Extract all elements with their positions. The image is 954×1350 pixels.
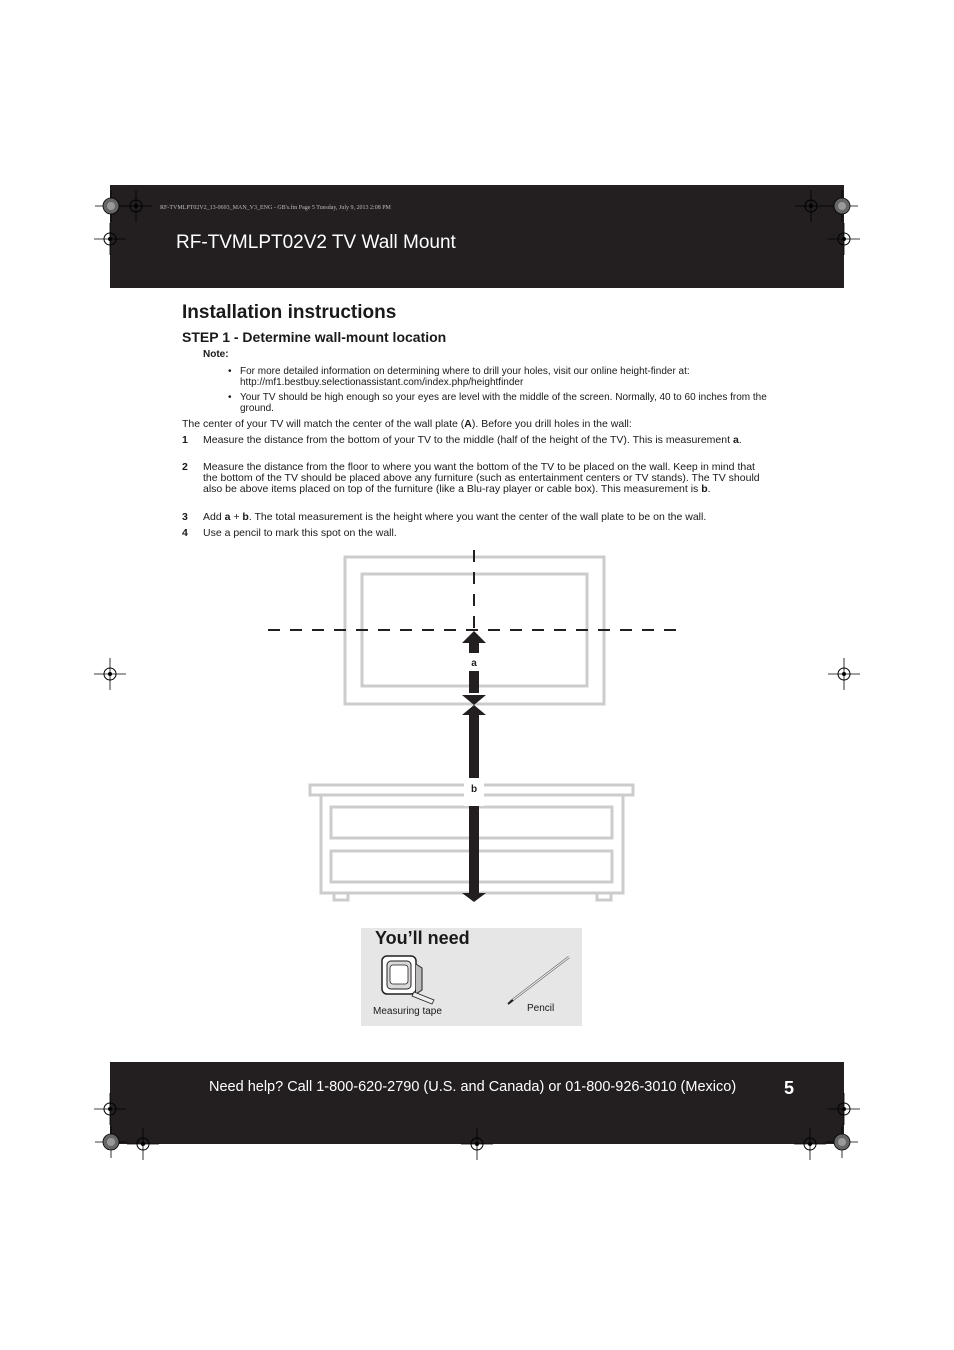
page-number: 5 bbox=[784, 1078, 795, 1098]
note-item bbox=[228, 392, 768, 414]
crosshair-icon bbox=[794, 1128, 826, 1160]
step-text: Add bbox=[203, 511, 225, 523]
pencil-label: Pencil bbox=[527, 1003, 555, 1014]
step-text: Measure the distance from the bottom of your TV to the middle (half of the height of the TV). This is measurement bbox=[203, 434, 733, 446]
intro-text: ). Before you drill holes in the wall: bbox=[471, 418, 632, 430]
step-text: Measure the distance from the floor to where you want the bottom of the TV to be placed on the wall. Keep in mind that the bottom of the TV should be placed above any furniture (such as entertainment centers or TV stands). The TV should also be above items placed on top of the furniture (like a Blu-ray player or cable box). This measurement is bbox=[203, 461, 760, 495]
registration-mark-icon bbox=[826, 1126, 858, 1158]
crosshair-icon bbox=[120, 190, 152, 222]
arrow-b-head bbox=[462, 893, 486, 902]
stand-foot bbox=[334, 893, 348, 900]
intro-text: The center of your TV will match the center of the wall plate ( bbox=[182, 418, 465, 430]
label-b: b bbox=[470, 784, 478, 795]
note-text: Your TV should be high enough so your eyes are level with the middle of the screen. Normally, 40 to 60 inches from the ground. bbox=[240, 392, 767, 414]
step-text: . The total measurement is the height where you want the center of the wall plate to be on the wall. bbox=[248, 511, 707, 523]
step-bold: b bbox=[242, 511, 249, 523]
crosshair-icon bbox=[461, 1128, 493, 1160]
step-number: 1 bbox=[182, 434, 188, 446]
crosshair-icon bbox=[94, 658, 126, 690]
step-item bbox=[182, 512, 767, 523]
step-text: . bbox=[738, 434, 742, 446]
registration-mark-icon bbox=[826, 190, 858, 222]
arrow-b-head bbox=[462, 705, 486, 715]
intro-paragraph bbox=[182, 418, 782, 430]
wall-mount-diagram bbox=[260, 545, 690, 910]
step-bold: b bbox=[701, 483, 708, 495]
step-text: + bbox=[230, 511, 243, 523]
step-text: Use a pencil to mark this spot on the wall. bbox=[203, 527, 397, 539]
bullet: • bbox=[228, 392, 232, 403]
crosshair-icon bbox=[828, 658, 860, 690]
crosshair-icon bbox=[127, 1128, 159, 1160]
crosshair-icon bbox=[795, 190, 827, 222]
label-a: a bbox=[471, 658, 477, 669]
intro-bold: A bbox=[464, 418, 472, 430]
step-title: STEP 1 - Determine wall-mount location bbox=[182, 329, 447, 345]
measuring-tape-label: Measuring tape bbox=[373, 1006, 442, 1017]
step-item bbox=[182, 528, 767, 539]
arrow-a-head bbox=[462, 631, 486, 643]
measuring-tape-icon bbox=[378, 952, 438, 1008]
note-item bbox=[228, 366, 768, 388]
section-title: Installation instructions bbox=[182, 302, 397, 323]
step-number: 4 bbox=[182, 527, 188, 539]
crosshair-icon bbox=[94, 223, 126, 255]
youll-need-title: You’ll need bbox=[375, 928, 470, 948]
step-number: 3 bbox=[182, 511, 188, 523]
help-text: Need help? Call 1-800-620-2790 (U.S. and Canada) or 01-800-926-3010 (Mexico) bbox=[209, 1079, 737, 1095]
file-slug: RF-TVMLPT02V2_13-0693_MAN_V3_ENG - GB's.fm Page 5 Tuesday, July 9, 2013 2:08 PM bbox=[160, 205, 391, 211]
note-text: For more detailed information on determining where to drill your holes, visit our online height-finder at: http://mf1.bestbuy.selectionassistant.com/index.php/heightfinder bbox=[240, 366, 690, 388]
step-item bbox=[182, 462, 767, 495]
step-number: 2 bbox=[182, 461, 188, 473]
step-bold: a bbox=[732, 434, 739, 446]
crosshair-icon bbox=[94, 1093, 126, 1125]
stand-foot bbox=[597, 893, 611, 900]
step-bold: a bbox=[224, 511, 231, 523]
registration-mark-icon bbox=[95, 1126, 127, 1158]
step-text: . bbox=[707, 483, 711, 495]
document-title: RF-TVMLPT02V2 TV Wall Mount bbox=[176, 232, 456, 253]
note-label: Note: bbox=[203, 349, 229, 360]
bullet: • bbox=[228, 366, 232, 377]
step-item bbox=[182, 435, 767, 446]
crosshair-icon bbox=[828, 223, 860, 255]
crosshair-icon bbox=[828, 1093, 860, 1125]
pencil-icon bbox=[505, 952, 575, 1007]
